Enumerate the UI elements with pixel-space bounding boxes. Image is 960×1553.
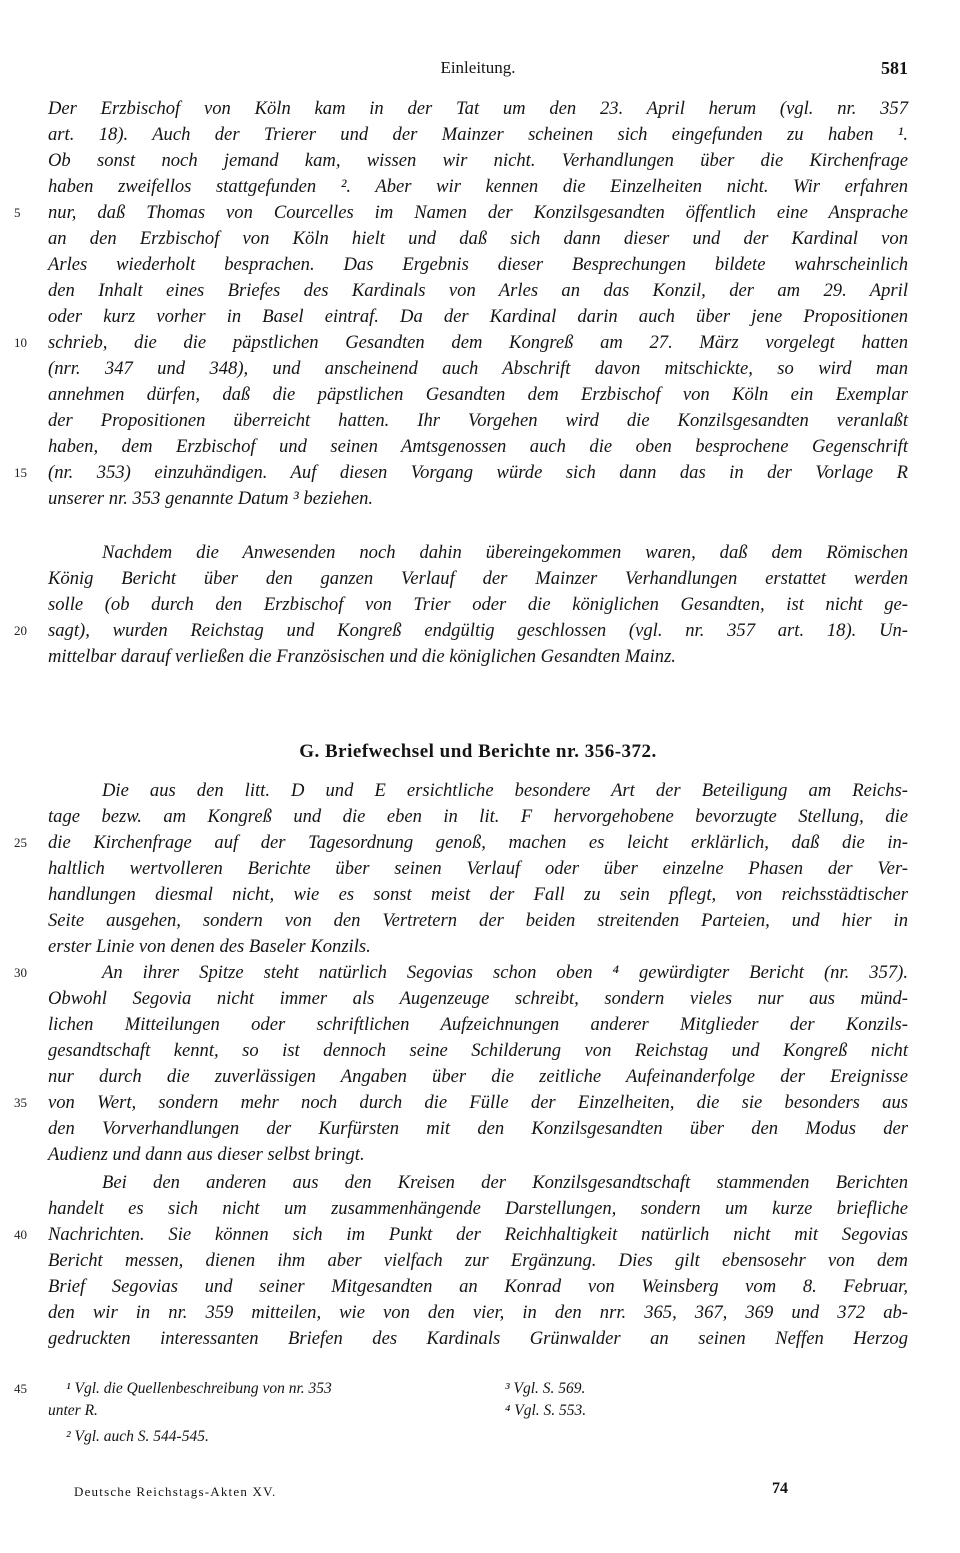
text-line: Ob sonst noch jemand kam, wissen wir nicht. Verhandlungen über die Kirchenfrage bbox=[48, 150, 908, 171]
line-number: 45 bbox=[14, 1381, 27, 1396]
line-number: 40 bbox=[14, 1227, 27, 1242]
text-line: erster Linie von denen des Baseler Konzils. bbox=[48, 936, 371, 957]
text-line: tage bezw. am Kongreß und die eben in lit. F hervorgehobene bevorzugte Stellung, die bbox=[48, 806, 908, 827]
text-line: annehmen dürfen, daß die päpstlichen Gesandten dem Erzbischof von Köln ein Exemplar bbox=[48, 384, 908, 405]
line-number: 30 bbox=[14, 965, 27, 980]
section-heading: G. Briefwechsel und Berichte nr. 356-372. bbox=[299, 741, 657, 762]
text-line: schrieb, die die päpstlichen Gesandten dem Kongreß am 27. März vorgelegt hatten bbox=[48, 332, 908, 353]
text-line: haben, dem Erzbischof und seinen Amtsgenossen auch die oben besprochene Gegenschrift bbox=[48, 436, 908, 457]
text-line: gesandtschaft kennt, so ist dennoch seine Schilderung von Reichstag und Kongreß nicht bbox=[48, 1040, 908, 1061]
footnote-1: ¹ Vgl. die Quellenbeschreibung von nr. 353 bbox=[66, 1380, 332, 1397]
text-line: nur, daß Thomas von Courcelles im Namen der Konzilsgesandten öffentlich eine Ansprache bbox=[48, 202, 908, 223]
text-line: Bericht messen, dienen ihm aber vielfach zur Ergänzung. Dies gilt ebensosehr von dem bbox=[48, 1250, 908, 1271]
text-line: (nr. 353) einzuhändigen. Auf diesen Vorgang würde sich dann das in der Vorlage R bbox=[48, 462, 908, 483]
text-line: haben zweifellos stattgefunden ². Aber wir kennen die Einzelheiten nicht. Wir erfahren bbox=[48, 176, 908, 197]
line-number: 20 bbox=[14, 623, 27, 638]
text-line: an den Erzbischof von Köln hielt und daß sich dann dieser und der Kardinal von bbox=[48, 228, 908, 249]
text-line: Bei den anderen aus den Kreisen der Konzilsgesandtschaft stammenden Berichten bbox=[102, 1172, 908, 1193]
line-number: 10 bbox=[14, 335, 27, 350]
line-number: 25 bbox=[14, 835, 27, 850]
line-number: 35 bbox=[14, 1095, 27, 1110]
text-line: handlungen diesmal nicht, wie es sonst meist der Fall zu sein pflegt, von reichsstädtischer bbox=[48, 884, 908, 905]
text-line: solle (ob durch den Erzbischof von Trier oder die königlichen Gesandten, ist nicht ge- bbox=[48, 594, 908, 615]
text-line: Nachrichten. Sie können sich im Punkt der Reichhaltigkeit natürlich nicht mit Segovias bbox=[48, 1224, 908, 1245]
text-line: lichen Mitteilungen oder schriftlichen Aufzeichnungen anderer Mitglieder der Konzils- bbox=[48, 1014, 908, 1035]
series-title: Deutsche Reichstags-Akten XV. bbox=[74, 1484, 277, 1499]
text-line: nur durch die zuverlässigen Angaben über die zeitliche Aufeinanderfolge der Ereignisse bbox=[48, 1066, 908, 1087]
text-line: den wir in nr. 359 mitteilen, wie von den vier, in den nrr. 365, 367, 369 und 372 ab- bbox=[48, 1302, 908, 1323]
text-line: oder kurz vorher in Basel eintraf. Da der Kardinal darin auch über jene Propositionen bbox=[48, 306, 908, 327]
text-line: art. 18). Auch der Trierer und der Mainzer scheinen sich eingefunden zu haben ¹. bbox=[48, 124, 908, 145]
text-line: Der Erzbischof von Köln kam in der Tat um den 23. April herum (vgl. nr. 357 bbox=[48, 98, 908, 119]
text-line: den Vorverhandlungen der Kurfürsten mit den Konzilsgesandten über den Modus der bbox=[48, 1118, 908, 1139]
page-header bbox=[48, 58, 908, 86]
text-line: handelt es sich nicht um zusammenhängende Darstellungen, sondern um kurze briefliche bbox=[48, 1198, 908, 1219]
line-number: 5 bbox=[14, 205, 21, 220]
text-line: die Kirchenfrage auf der Tagesordnung genoß, machen es leicht erklärlich, daß die in- bbox=[48, 832, 908, 853]
footnote-4: ⁴ Vgl. S. 553. bbox=[505, 1402, 587, 1419]
text-line: mittelbar darauf verließen die Französischen und die königlichen Gesandten Mainz. bbox=[48, 646, 676, 667]
text-line: sagt), wurden Reichstag und Kongreß endgültig geschlossen (vgl. nr. 357 art. 18). Un- bbox=[48, 620, 908, 641]
text-line: Nachdem die Anwesenden noch dahin übereingekommen waren, daß dem Römischen bbox=[102, 542, 908, 563]
text-line: An ihrer Spitze steht natürlich Segovias schon oben ⁴ gewürdigter Bericht (nr. 357). bbox=[102, 962, 908, 983]
text-line: von Wert, sondern mehr noch durch die Fülle der Einzelheiten, die sie besonders aus bbox=[48, 1092, 908, 1113]
text-line: Audienz und dann aus dieser selbst bringt. bbox=[48, 1144, 365, 1165]
text-line: Obwohl Segovia nicht immer als Augenzeuge schreibt, sondern vieles nur aus münd- bbox=[48, 988, 908, 1009]
text-line: gedruckten interessanten Briefen des Kardinals Grünwalder an seinen Neffen Herzog bbox=[48, 1328, 908, 1349]
text-line: der Propositionen überreicht hatten. Ihr Vorgehen wird die Konzilsgesandten veranlaßt bbox=[48, 410, 908, 431]
text-line: Seite ausgehen, sondern von den Vertretern der beiden streitenden Parteien, und hier in bbox=[48, 910, 908, 931]
sheet-signature: 74 bbox=[772, 1480, 788, 1497]
line-number: 15 bbox=[14, 465, 27, 480]
footnote-2: ² Vgl. auch S. 544-545. bbox=[66, 1428, 209, 1445]
text-line: haltlich wertvolleren Berichte über seinen Verlauf oder über einzelne Phasen der Ver- bbox=[48, 858, 908, 879]
footnote-1-continued: unter R. bbox=[48, 1402, 98, 1419]
footnote-3: ³ Vgl. S. 569. bbox=[505, 1380, 586, 1397]
running-title: Einleitung. bbox=[440, 58, 516, 77]
page-number: 581 bbox=[881, 58, 908, 78]
text-line: König Bericht über den ganzen Verlauf der Mainzer Verhandlungen erstattet werden bbox=[48, 568, 908, 589]
text-line: Arles wiederholt besprachen. Das Ergebnis dieser Besprechungen bildete wahrscheinlich bbox=[48, 254, 908, 275]
text-line: Die aus den litt. D und E ersichtliche besondere Art der Beteiligung am Reichs- bbox=[102, 780, 908, 801]
text-line: unserer nr. 353 genannte Datum ³ beziehen. bbox=[48, 488, 374, 509]
text-line: den Inhalt eines Briefes des Kardinals von Arles an das Konzil, der am 29. April bbox=[48, 280, 908, 301]
text-line: Brief Segovias und seiner Mitgesandten an Konrad von Weinsberg vom 8. Februar, bbox=[48, 1276, 908, 1297]
text-line: (nrr. 347 und 348), und anscheinend auch Abschrift davon mitschickte, so wird man bbox=[48, 358, 908, 379]
